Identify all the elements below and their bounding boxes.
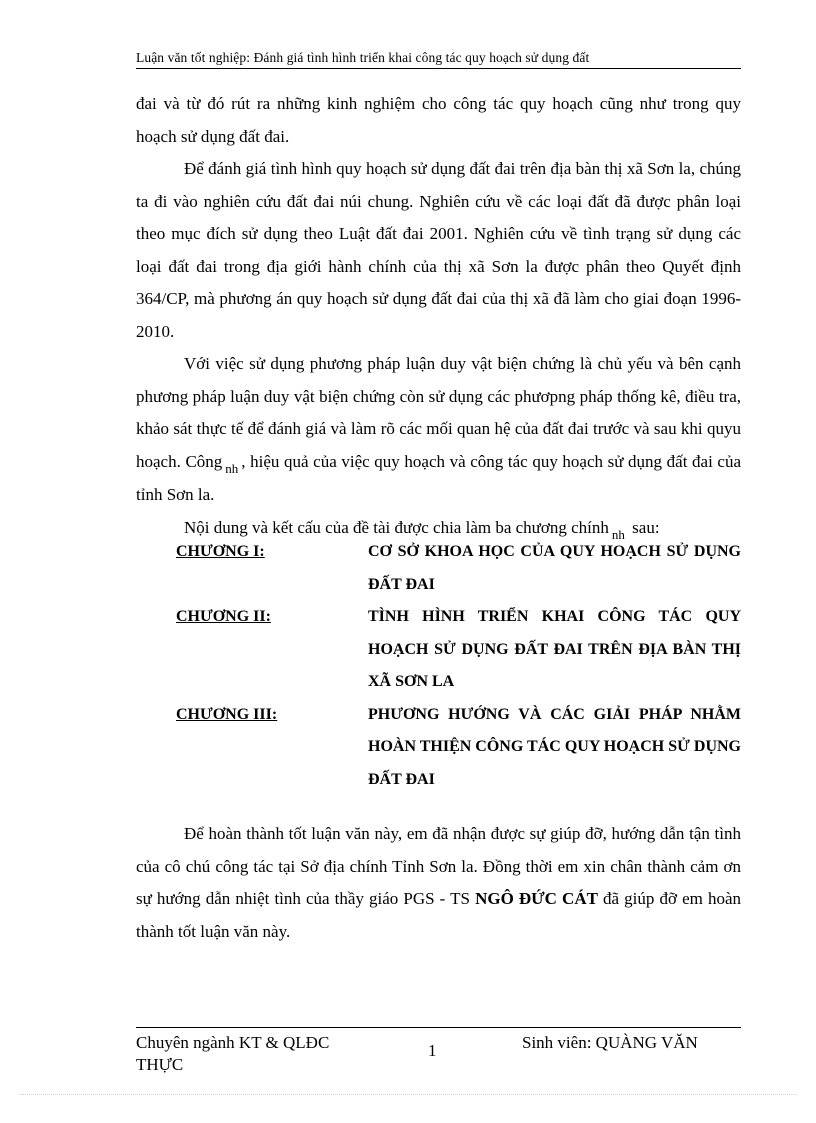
chapter-3-label: CHƯƠNG III:	[176, 705, 278, 723]
chapter-2-label: CHƯƠNG II:	[176, 608, 271, 625]
paragraph-4-nh: nh	[611, 526, 625, 542]
paragraph-3-part-a: Với việc sử dụng phương pháp luận duy vật biện chứng là chủ yếu và bên cạnh phương pháp luận duy vật biện chứng còn sử dụng các phươpng pháp thống kê, điều tra, khảo sát thực tế để đánh giá và làm rõ các mối quan hệ của đất đai trước và sau khi quyu hoạch. Công	[136, 354, 741, 471]
paragraph-3	[136, 348, 741, 512]
paragraph-3-nh: nh	[225, 460, 239, 476]
paragraph-4-part-b: sau:	[632, 517, 660, 537]
chapter-1-title: CƠ SỞ KHOA HỌC CỦA QUY HOẠCH SỬ DỤNG ĐẤT ĐAI	[368, 543, 741, 593]
paragraph-5-part-b: đã giúp đỡ em hoàn thành tốt luận văn này.	[136, 889, 741, 941]
chapter-list	[136, 536, 741, 796]
page-number: 1	[428, 1041, 437, 1060]
acknowledgement	[136, 818, 741, 948]
paragraph-4-part-a: Nội dung và kết cấu của đề tài được chia làm ba chương chính	[184, 517, 609, 537]
chapter-3	[136, 699, 741, 797]
paragraph-5-part-a: Để hoàn thành tốt luận văn này, em đã nhận được sự giúp đỡ, hướng dẫn tận tình của cô chú công tác tại Sở địa chính Tỉnh Sơn la. Đồng thời em xin chân thành cảm ơn sự hướng dẫn nhiệt tình của thầy giáo PGS - TS	[136, 824, 741, 908]
page-header: Luận văn tốt nghiệp: Đánh giá tình hình triển khai công tác quy hoạch sử dụng đất	[136, 50, 590, 65]
page-boundary	[20, 1094, 796, 1095]
header-rule	[136, 68, 741, 69]
footer-rule	[136, 1027, 741, 1028]
chapter-3-title: PHƯƠNG HƯỚNG VÀ CÁC GIẢI PHÁP NHẰM HOÀN THIỆN CÔNG TÁC QUY HOẠCH SỬ DỤNG ĐẤT ĐAI	[368, 705, 741, 788]
advisor-name: NGÔ ĐỨC CÁT	[475, 889, 598, 908]
chapter-2	[136, 601, 741, 699]
paragraph-3-part-b: , hiệu quả của việc quy hoạch và công tác quy hoạch sử dụng đất đai của tỉnh Sơn la.	[136, 451, 742, 504]
paragraph-5	[136, 818, 741, 948]
paragraph-1: đai và từ đó rút ra những kinh nghiệm cho công tác quy hoạch cũng như trong quy hoạch sử dụng đất đai.	[136, 94, 741, 146]
footer-student: Sinh viên: QUÀNG VĂN	[522, 1033, 698, 1052]
chapter-1-label: CHƯƠNG I:	[176, 543, 265, 560]
chapter-1	[136, 536, 741, 601]
paragraph-2: Để đánh giá tình hình quy hoạch sử dụng đất đai trên địa bàn thị xã Sơn la, chúng ta đi vào nghiên cứu đất đai núi chung. Nghiên cứu về các loại đất đã được phân loại theo mục đích sử dụng theo Luật đất đai 2001. Nghiên cứu về tình trạng sử dụng các loại đất đai trong địa giới hành chính của thị xã Sơn la được phân theo Quyết định 364/CP, mà phương án quy hoạch sử dụng đất đai của thị xã đã làm cho giai đoạn 1996-2010.	[136, 159, 741, 341]
footer-major: Chuyên ngành KT & QLĐC	[136, 1033, 330, 1052]
chapter-2-title: TÌNH HÌNH TRIỂN KHAI CÔNG TÁC QUY HOẠCH SỬ DỤNG ĐẤT ĐAI TRÊN ĐỊA BÀN THỊ XÃ SƠN LA	[368, 608, 741, 690]
body-text	[136, 88, 741, 545]
footer-major-continued: THỰC	[136, 1055, 184, 1074]
